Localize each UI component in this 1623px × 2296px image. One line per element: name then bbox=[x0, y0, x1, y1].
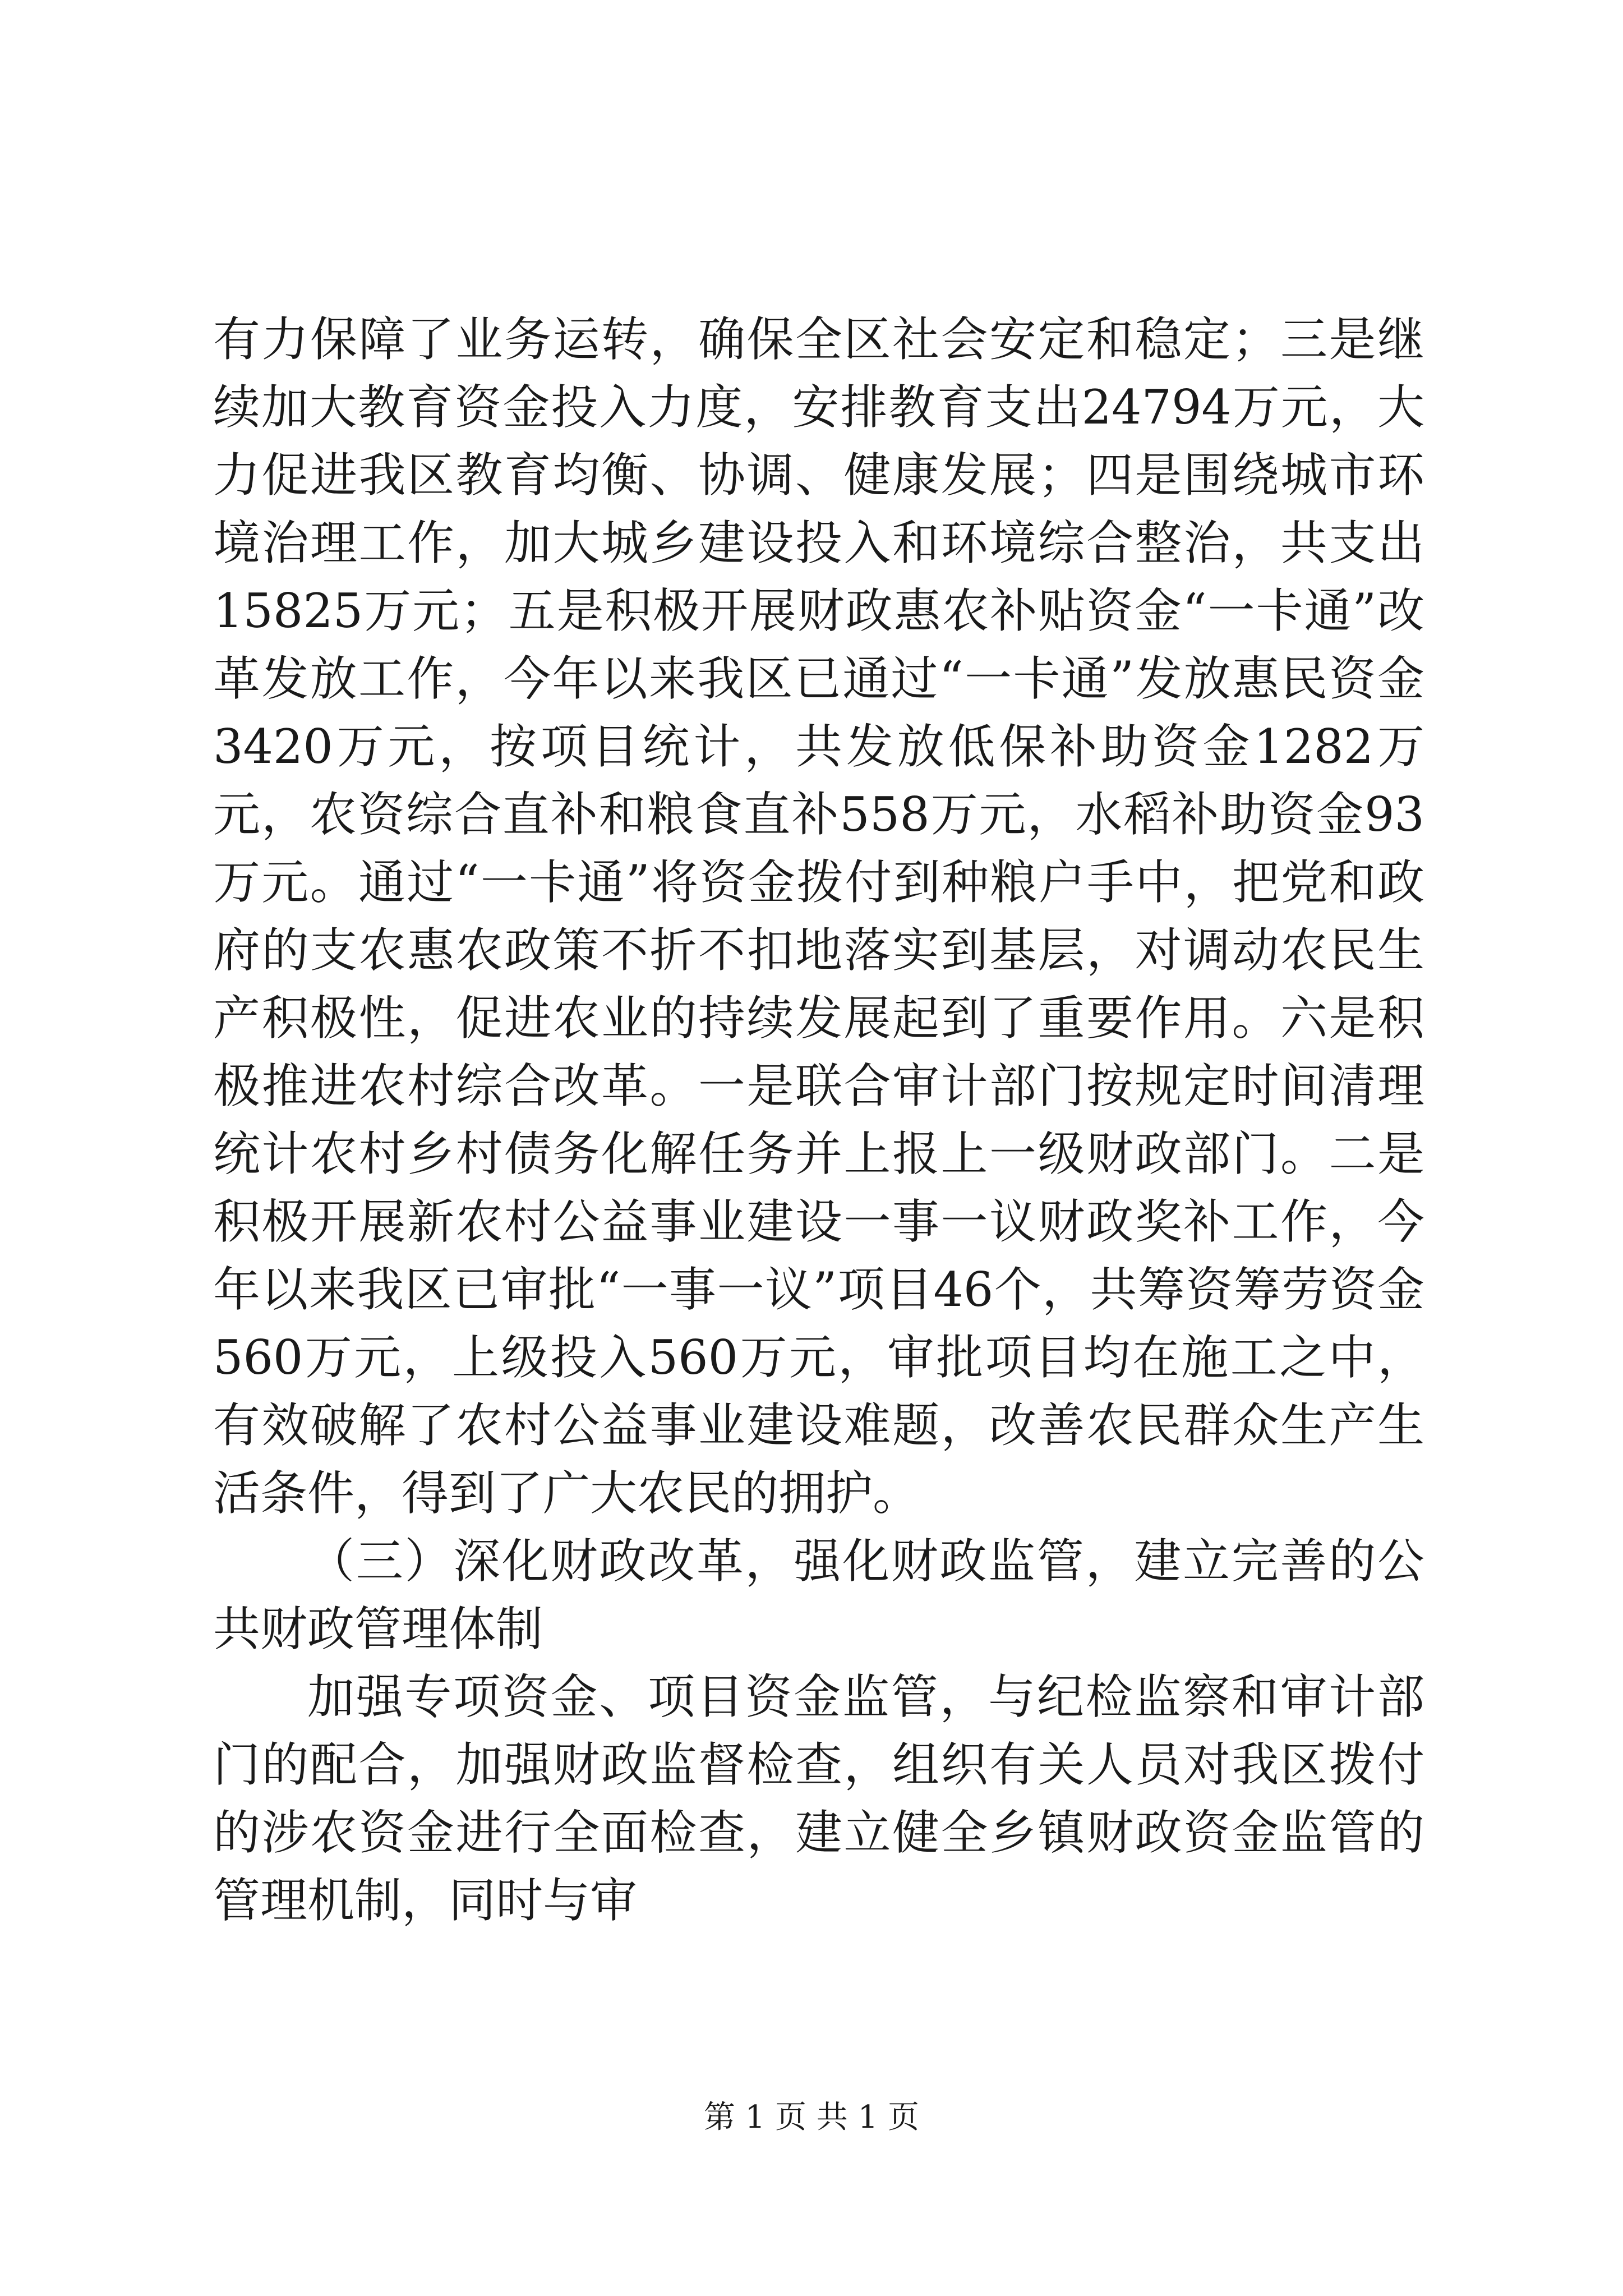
page-footer: 第 1 页 共 1 页 bbox=[703, 2099, 920, 2136]
document-body bbox=[213, 306, 1424, 1935]
section-heading: （三）深化财政改革，强化财政监管，建立完善的公共财政管理体制 bbox=[213, 1534, 1424, 1657]
paragraph: 加强专项资金、项目资金监管，与纪检监察和审计部门的配合，加强财政监督检查，组织有关人员对我区拨付的涉农资金进行全面检查，建立健全乡镇财政资金监管的管理机制，同时与审 bbox=[213, 1669, 1424, 1928]
paragraph-continuation: 有力保障了业务运转，确保全区社会安定和稳定；三是继续加大教育资金投入力度，安排教育支出24794万元，大力促进我区教育均衡、协调、健康发展；四是围绕城市环境治理工作，加大城乡建设投入和环境综合整治，共支出15825万元；五是积极开展财政惠农补贴资金“一卡通”改革发放工作，今年以来我区已通过“一卡通”发放惠民资金3420万元，按项目统计，共发放低保补助资金1282万元，农资综合直补和粮食直补558万元，水稻补助资金93万元。通过“一卡通”将资金拨付到种粮户手中，把党和政府的支农惠农政策不折不扣地落实到基层，对调动农民生产积极性，促进农业的持续发展起到了重要作用。六是积极推进农村综合改革。一是联合审计部门按规定时间清理统计农村乡村债务化解任务并上报上一级财政部门。二是积极开展新农村公益事业建设一事一议财政奖补工作，今年以来我区已审批“一事一议”项目46个，共筹资筹劳资金560万元，上级投入560万元，审批项目均在施工之中，有效破解了农村公益事业建设难题，改善农民群众生产生活条件，得到了广大农民的拥护。 bbox=[213, 312, 1424, 1521]
